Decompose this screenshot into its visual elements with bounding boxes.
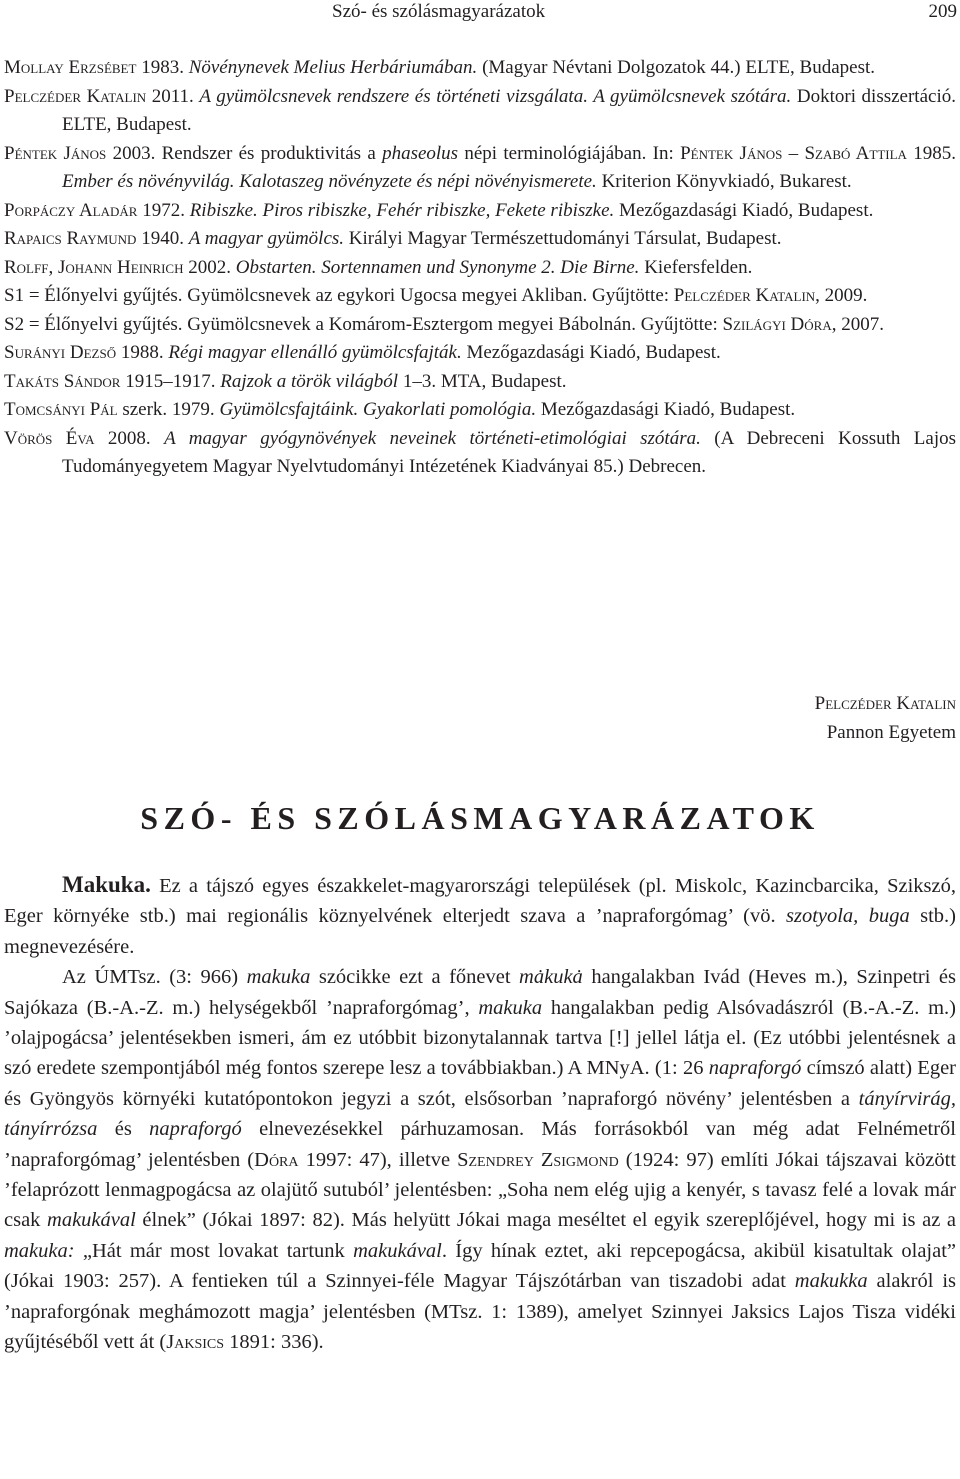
author-name-smallcaps: Szendrey Zsigmond <box>457 1148 619 1171</box>
author-name-smallcaps: Rapaics Raymund <box>4 228 137 249</box>
text-run: Mezőgazdasági Kiadó, Budapest. <box>461 342 721 363</box>
author-signature <box>815 689 956 747</box>
reference-item <box>4 197 956 226</box>
text-run: (1924: 97) említi Jókai tájszavai között ’felaprózott lenmagpogácsa az olajütő sutuból’ jelentésben: „Soha nem elég ujig a kenyér, s tavasz felé a lovak már csak <box>4 1148 956 1232</box>
italic-text: Növénynevek Melius Herbáriumában. <box>188 57 478 78</box>
text-run: , 2007. <box>831 313 884 335</box>
text-run: 2002. <box>183 256 236 278</box>
text-run: 1891: 336). <box>224 1331 324 1354</box>
text-run: és <box>97 1118 150 1141</box>
text-run: hangalakban Ivád (Heves m.), Szinpetri és Sajókaza (B.-A.-Z. m.) helységekből ’napraforgómag’, <box>4 966 957 1019</box>
reference-item <box>4 83 956 140</box>
text-run: Mezőgazdasági Kiadó, Budapest. <box>536 399 796 420</box>
text-run: 2008. <box>94 427 165 449</box>
text-run: 1940. <box>136 228 189 249</box>
text-run: élnek” (Jókai 1897: 82). Más helyütt Jókai maga meséltet el egyik szereplőjével, hogy mi is az a <box>135 1209 956 1232</box>
italic-text: makuka: <box>4 1239 75 1262</box>
text-run: , 2009. <box>815 285 868 306</box>
text-run: S1 = Élőnyelvi gyűjtés. Gyümölcsnevek az egykori Ugocsa megyei Akliban. Gyűjtötte: <box>4 285 674 306</box>
author-name-smallcaps: Rolff, Johann Heinrich <box>4 256 184 278</box>
italic-text: A magyar gyümölcs. <box>188 228 345 249</box>
author-name-smallcaps: Dóra <box>254 1148 299 1171</box>
italic-text: Ribiszke. Piros ribiszke, Fehér ribiszke, Fekete ribiszke. <box>189 199 615 221</box>
text-run: Ez a tájszó egyes északkelet-magyarországi települések (pl. Miskolc, Kazincbarcika, Szikszó, Eger környéke stb.) mai regionális köznyelvének elterjedt szava a ’napraforgómag’ (vö. <box>4 875 956 928</box>
italic-text: tányírvirág, tányírrózsa <box>4 1087 956 1141</box>
text-run: Mezőgazdasági Kiadó, Budapest. <box>614 199 874 221</box>
text-run: Királyi Magyar Természettudományi Társulat, Budapest. <box>344 228 782 249</box>
italic-text: Obstarten. Sortennamen und Synonyme 2. Die Birne. <box>235 256 640 278</box>
text-run: 1988. <box>116 342 169 363</box>
author-name-smallcaps: Szilágyi Dóra <box>722 313 832 335</box>
italic-text: Rajzok a török világból <box>220 370 399 392</box>
text-run: „Hát már most lovakat tartunk <box>74 1239 354 1262</box>
italic-text: Régi magyar ellenálló gyümölcsfajták. <box>168 342 462 363</box>
author-name-smallcaps: Jaksics <box>166 1331 225 1354</box>
text-run: hangalakban pedig Alsóvadászról (B.-A.-Z. m.) ’olajpogácsa’ jelentésekben ismeri, ám ez utóbbit bizonytalannak tartva [!] jellel látja el. (Ez utóbbi jelentésnek a szó eredete szempontjából még fontos szerepe lesz a továbbiakban.) A MNyA. (1: 26 <box>4 996 956 1080</box>
reference-list <box>4 54 956 482</box>
italic-text: phaseolus <box>382 142 459 164</box>
author-name-smallcaps: Péntek János <box>4 142 107 164</box>
italic-text: makuka <box>246 966 311 989</box>
page-header <box>0 0 960 24</box>
author-name-smallcaps: Pelczéder Katalin <box>4 85 147 107</box>
entry-paragraph <box>4 962 956 1357</box>
italic-text: szotyola, buga <box>785 905 910 928</box>
italic-text: makukka <box>794 1270 868 1293</box>
text-run: 1983. <box>136 57 189 78</box>
author-affiliation: Pannon Egyetem <box>826 722 956 743</box>
text-run: (Magyar Névtani Dolgozatok 44.) ELTE, Budapest. <box>477 57 875 78</box>
text-run: S2 = Élőnyelvi gyűjtés. Gyümölcsnevek a Komárom-Esztergom megyei Bábolnán. Gyűjtötte: <box>4 313 723 335</box>
author-name-smallcaps: Tomcsányi Pál <box>4 399 118 420</box>
text-run: 1997: 47), illetve <box>298 1148 458 1171</box>
author-name-smallcaps: Surányi Dezső <box>4 342 117 363</box>
author-name: Pelczéder Katalin <box>814 693 956 714</box>
text-run: Doktori disszertáció. ELTE, Budapest. <box>62 85 956 135</box>
entry-paragraph <box>4 870 956 962</box>
reference-item <box>4 282 956 311</box>
text-run: 2003. Rendszer és produktivitás a <box>106 142 383 164</box>
italic-text: makukával <box>353 1239 442 1262</box>
text-run: szócikke ezt a főnevet <box>310 966 520 989</box>
reference-item <box>4 396 956 425</box>
author-name-smallcaps: Mollay Erzsébet <box>4 57 137 78</box>
text-run: 1985. <box>906 142 956 164</box>
text-run: stb.) megnevezésére. <box>4 905 957 958</box>
text-run: Kiefersfelden. <box>639 256 753 278</box>
reference-item <box>4 339 956 368</box>
text-run: 2011. <box>146 85 200 107</box>
italic-text: napraforgó <box>149 1118 242 1141</box>
text-run: – <box>782 142 805 164</box>
italic-text: napraforgó <box>708 1057 802 1080</box>
text-run: 1915–1917. <box>120 370 221 392</box>
reference-item <box>4 140 956 197</box>
text-run: elnevezésekkel párhuzamosan. Más forrásokból van még adat Felnémetről ’napraforgómag’ jelentésben ( <box>4 1118 957 1171</box>
italic-text: makukával <box>47 1209 136 1232</box>
italic-text: makuka <box>478 996 543 1019</box>
reference-item <box>4 311 956 340</box>
reference-item <box>4 368 956 397</box>
author-name-smallcaps: Péntek János <box>680 142 783 164</box>
text-run: Az ÚMTsz. (3: 966) <box>62 966 247 989</box>
italic-text: A magyar gyógynövények neveinek történeti-etimológiai szótára. <box>164 427 701 449</box>
text-run: címszó alatt) Eger és Gyöngyös környéki kutatópontokon jegyzi a szót, elsősorban ’napraforgó növény’ jelentésben a <box>4 1057 956 1110</box>
author-name-smallcaps: Pelczéder Katalin <box>673 285 816 306</box>
text-run: szerk. 1979. <box>117 399 220 420</box>
author-name-smallcaps: Takáts Sándor <box>4 370 121 392</box>
dictionary-entry <box>4 870 956 1358</box>
text-run: 1–3. MTA, Budapest. <box>398 370 567 392</box>
reference-item <box>4 225 956 254</box>
headword: Makuka. <box>62 872 151 897</box>
italic-text: mȧkukȧ <box>519 966 583 989</box>
running-title: Szó- és szólásmagyarázatok <box>332 1 546 22</box>
text-run: népi terminológiájában. In: <box>458 142 681 164</box>
author-name-smallcaps: Szabó Attila <box>804 142 907 164</box>
italic-text: Gyümölcsfajtáink. Gyakorlati pomológia. <box>219 399 537 420</box>
italic-text: Ember és növényvilág. Kalotaszeg növényzete és népi növényismerete. <box>62 171 597 192</box>
text-run: Kriterion Könyvkiadó, Bukarest. <box>596 171 852 192</box>
reference-item <box>4 54 956 83</box>
italic-text: A gyümölcsnevek rendszere és történeti vizsgálata. A gyümölcsnevek szótára. <box>199 85 792 107</box>
text-run: . Így hínak eztet, aki repcepogácsa, akibül kisatultak olajat” (Jókai 1903: 257). A fentieken túl a Szinnyei-féle Magyar Tájszótárban van tiszadobi adat <box>4 1239 957 1293</box>
author-name-smallcaps: Porpáczy Aladár <box>4 199 138 221</box>
reference-item <box>4 254 956 283</box>
page-number: 209 <box>928 1 957 22</box>
reference-item <box>4 425 956 482</box>
text-run: (A Debreceni Kossuth Lajos Tudományegyetem Magyar Nyelvtudományi Intézetének Kiadványai 85.) Debrecen. <box>62 427 957 477</box>
author-name-smallcaps: Vörös Éva <box>4 427 95 449</box>
text-run: 1972. <box>137 199 190 221</box>
text-run: alakról is ’napraforgónak meghámozott magja’ jelentésben (MTsz. 1: 1389), amelyet Szinnyei Jaksics Lajos Tisza vidéki gyűjtéséből vett át ( <box>4 1270 956 1354</box>
section-title: SZÓ- ÉS SZÓLÁSMAGYARÁZATOK <box>140 800 820 836</box>
